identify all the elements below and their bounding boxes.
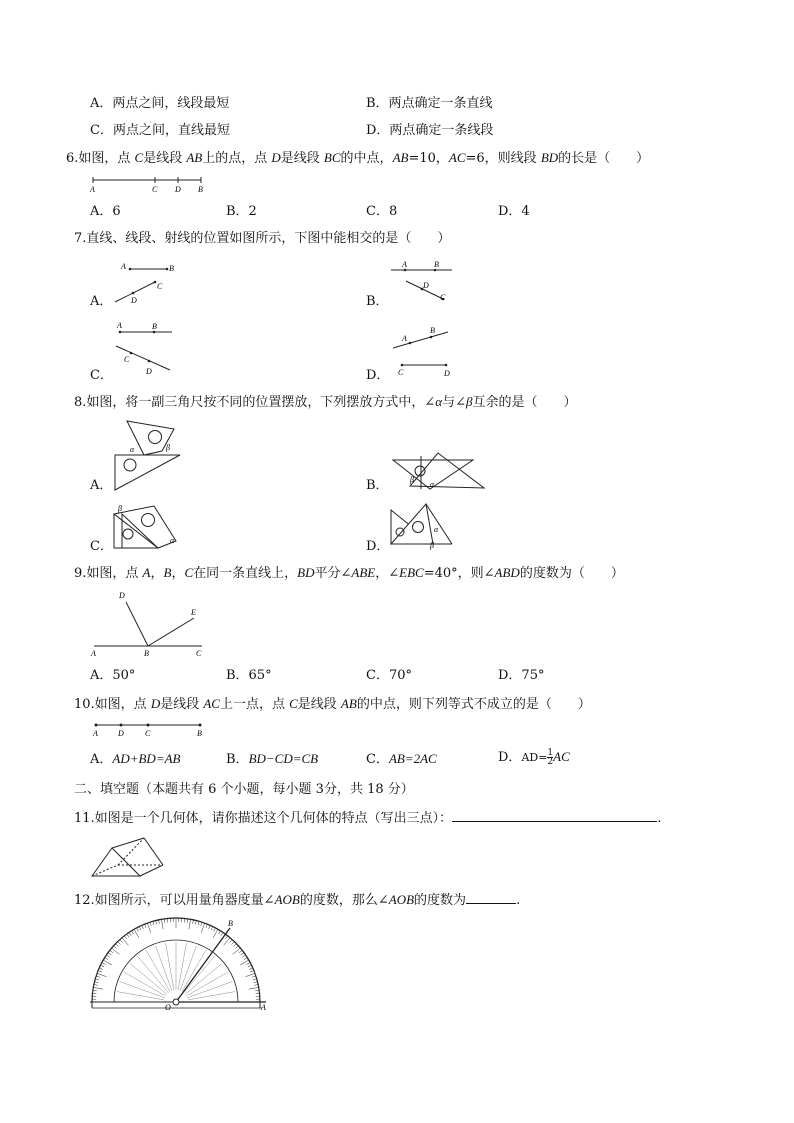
svg-text:C: C (398, 368, 404, 377)
q9-option-c: C．70° (366, 668, 412, 683)
q10-option-b: B．BD−CD=CB (226, 751, 319, 767)
q8-figure-c (110, 500, 190, 555)
q6-label-d: D (175, 185, 181, 194)
q8-option-a: A． (90, 478, 113, 493)
svg-text:B: B (197, 729, 202, 738)
q8-option-d: D． (366, 539, 390, 554)
svg-text:α: α (130, 445, 135, 454)
q8-figure-d (388, 502, 468, 552)
q5-option-d: D．两点确定一条线段 (366, 123, 494, 138)
q7-figure-b (388, 256, 468, 306)
svg-text:C: C (124, 355, 130, 364)
q11-answer-blank[interactable] (452, 809, 657, 822)
svg-text:α: α (430, 480, 435, 489)
svg-text:B: B (152, 322, 157, 331)
q6-segment-figure (88, 172, 208, 194)
q9-stem: 9.如图，点 A，B，C在同一条直线上，BD平分∠ABE，∠EBC=40°，则∠ABD的度数为（ ） (74, 565, 624, 581)
q7-option-c: C． (90, 368, 113, 383)
q6-label-b: B (198, 185, 203, 194)
q5-option-b: B．两点确定一条直线 (366, 96, 493, 111)
q9-option-a: A．50° (90, 668, 136, 683)
q9-angle-figure (88, 588, 208, 658)
q11-stem: 11.如图是一个几何体，请你描述这个几何体的特点（写出三点）： . (74, 811, 662, 826)
svg-text:A: A (121, 262, 126, 271)
section-heading-fill-blank: 二、填空题（本题共有 6 个小题，每小题 3分，共 18 分） (74, 782, 414, 797)
q7-option-a: A． (90, 294, 113, 309)
svg-text:D: D (118, 729, 124, 738)
q8-option-b: B． (366, 478, 389, 493)
svg-text:β: β (118, 504, 122, 513)
svg-text:E: E (191, 608, 196, 617)
svg-text:β: β (166, 443, 170, 452)
q10-option-a: A．AD+BD=AB (90, 751, 181, 767)
svg-text:α: α (170, 536, 175, 545)
q6-stem: 6.如图，点 C是线段 AB上的点，点 D是线段 BC的中点，AB=10，AC=6，则线段 BD的长是（ ） (66, 150, 650, 166)
q6-label-c: C (152, 185, 158, 194)
q5-option-c: C．两点之间，直线最短 (90, 123, 230, 138)
q10-stem: 10.如图，点 D是线段 AC上一点，点 C是线段 AB的中点，则下列等式不成立的是（ ） (74, 696, 591, 712)
q8-figure-a (110, 418, 190, 490)
q7-figure-d (388, 322, 468, 380)
q5-option-a: A．两点之间，线段最短 (90, 96, 230, 111)
svg-text:B: B (430, 326, 435, 335)
q6-option-b: B．2 (226, 204, 257, 219)
q9-option-d: D．75° (498, 668, 545, 683)
q10-option-c: C．AB=2AC (366, 751, 437, 767)
svg-text:C: C (157, 282, 163, 291)
q8-stem: 8.如图，将一副三角尺按不同的位置摆放，下列摆放方式中，∠α与∠β互余的是（ ） (74, 394, 577, 410)
q12-stem: 12.如图所示，可以用量角器度量∠AOB的度数，那么∠AOB的度数为 . (74, 892, 521, 908)
svg-text:β: β (410, 475, 414, 484)
q6-option-a: A．6 (90, 204, 121, 219)
svg-text:A: A (91, 649, 96, 658)
q8-option-c: C． (90, 539, 113, 554)
q12-answer-blank[interactable] (466, 891, 516, 904)
svg-text:A: A (117, 321, 122, 330)
q7-figure-c (112, 318, 192, 378)
q7-option-d: D． (366, 368, 390, 383)
q12-label-b: B (228, 919, 233, 928)
svg-text:B: B (144, 649, 149, 658)
q7-figure-a (112, 260, 192, 310)
svg-text:D: D (146, 367, 152, 376)
q12-label-o: O (165, 1003, 171, 1012)
svg-text:A: A (402, 260, 407, 269)
q10-option-d: D．AD= $\frac{1}{2}$ AC (498, 748, 570, 767)
svg-text:B: B (169, 264, 174, 273)
svg-text:D: D (444, 369, 450, 378)
q6-option-c: C．8 (366, 204, 398, 219)
svg-text:D: D (423, 281, 429, 290)
svg-text:A: A (402, 334, 407, 343)
q6-option-d: D．4 (498, 204, 530, 219)
q11-prism-figure (88, 834, 168, 880)
q6-label-a: A (90, 185, 95, 194)
q10-segment-figure (88, 718, 208, 740)
svg-text:β: β (430, 541, 434, 550)
q12-protractor-figure (86, 910, 272, 1012)
svg-text:C: C (196, 649, 202, 658)
q8-figure-b (388, 450, 488, 492)
svg-text:C: C (145, 729, 151, 738)
svg-text:A: A (93, 729, 98, 738)
svg-text:B: B (434, 260, 439, 269)
q9-option-b: B．65° (226, 668, 272, 683)
q7-stem: 7.直线、线段、射线的位置如图所示，下图中能相交的是（ ） (74, 231, 451, 246)
q12-label-a: A (261, 1003, 266, 1012)
svg-text:C: C (440, 293, 446, 302)
svg-text:D: D (131, 296, 137, 305)
q7-option-b: B． (366, 294, 389, 309)
svg-text:α: α (434, 525, 439, 534)
svg-text:D: D (119, 591, 125, 600)
